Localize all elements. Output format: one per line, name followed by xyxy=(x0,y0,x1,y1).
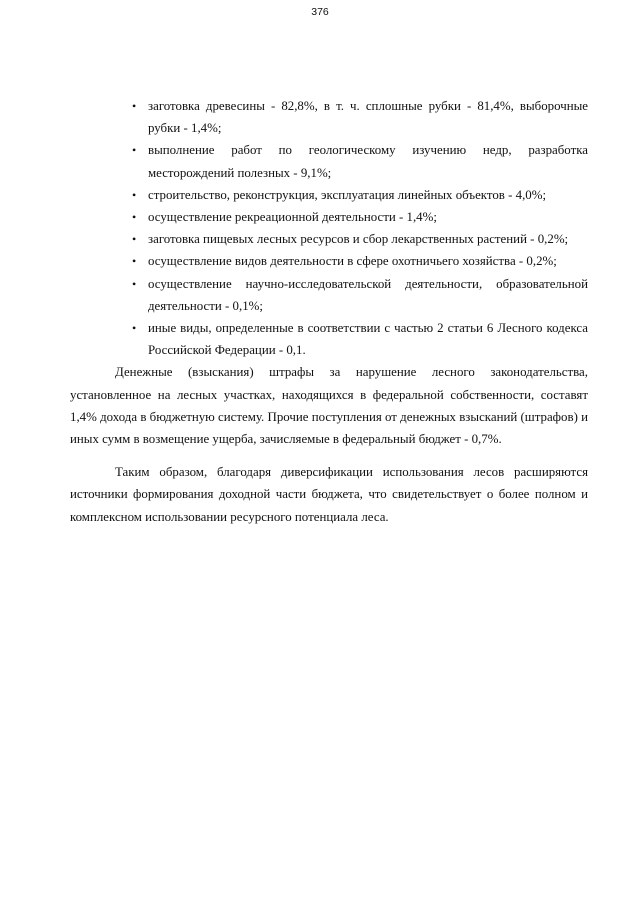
list-item-text: заготовка древесины - 82,8%, в т. ч. сплошные рубки - 81,4%, выборочные рубки - 1,4%; xyxy=(148,99,588,136)
list-item xyxy=(70,184,588,206)
bullet-icon: • xyxy=(132,232,137,247)
list-item-text: осуществление научно-исследовательской деятельности, образовательной деятельности - 0,1%; xyxy=(148,276,588,313)
bullet-icon: • xyxy=(132,276,137,291)
list-item xyxy=(70,206,588,228)
list-item xyxy=(70,250,588,272)
list-item-text: осуществление рекреационной деятельности - 1,4%; xyxy=(148,210,437,225)
paragraph-conclusion: Таким образом, благодаря диверсификации использования лесов расширяются источники формирования доходной части бюджета, что свидетельствует о более полном и комплексном использовании ресурсного потенциала леса. xyxy=(70,465,588,524)
list-item xyxy=(70,228,588,250)
paragraph-fines: Денежные (взыскания) штрафы за нарушение лесного законодательства, установленное на лесных участках, находящихся в федеральной собственности, составят 1,4% дохода в бюджетную систему. Прочие поступления от денежных взысканий (штрафов) и иных сумм в возмещение ущерба, зачисляемые в федеральный бюджет - 0,7%. xyxy=(70,365,588,447)
document-body xyxy=(70,95,588,528)
bullet-icon: • xyxy=(132,99,137,113)
bullet-list xyxy=(70,95,588,361)
list-item-text: осуществление видов деятельности в сфере охотничьего хозяйства - 0,2%; xyxy=(148,254,557,269)
list-item xyxy=(70,139,588,183)
list-item-text: выполнение работ по геологическому изучению недр, разработка месторождений полезных - 9,1%; xyxy=(148,143,588,180)
bullet-icon: • xyxy=(132,210,137,225)
list-item xyxy=(70,317,588,361)
bullet-icon: • xyxy=(132,187,137,202)
bullet-icon: • xyxy=(132,143,137,158)
list-item-text: иные виды, определенные в соответствии с частью 2 статьи 6 Лесного кодекса Российской Федерации - 0,1. xyxy=(148,321,588,358)
list-item xyxy=(70,95,588,139)
list-item-text: строительство, реконструкция, эксплуатация линейных объектов - 4,0%; xyxy=(148,187,547,202)
bullet-icon: • xyxy=(132,321,137,336)
list-item-text: заготовка пищевых лесных ресурсов и сбор лекарственных растений - 0,2%; xyxy=(148,232,569,247)
page-number: 376 xyxy=(311,6,329,18)
list-item xyxy=(70,273,588,317)
bullet-icon: • xyxy=(132,254,137,269)
